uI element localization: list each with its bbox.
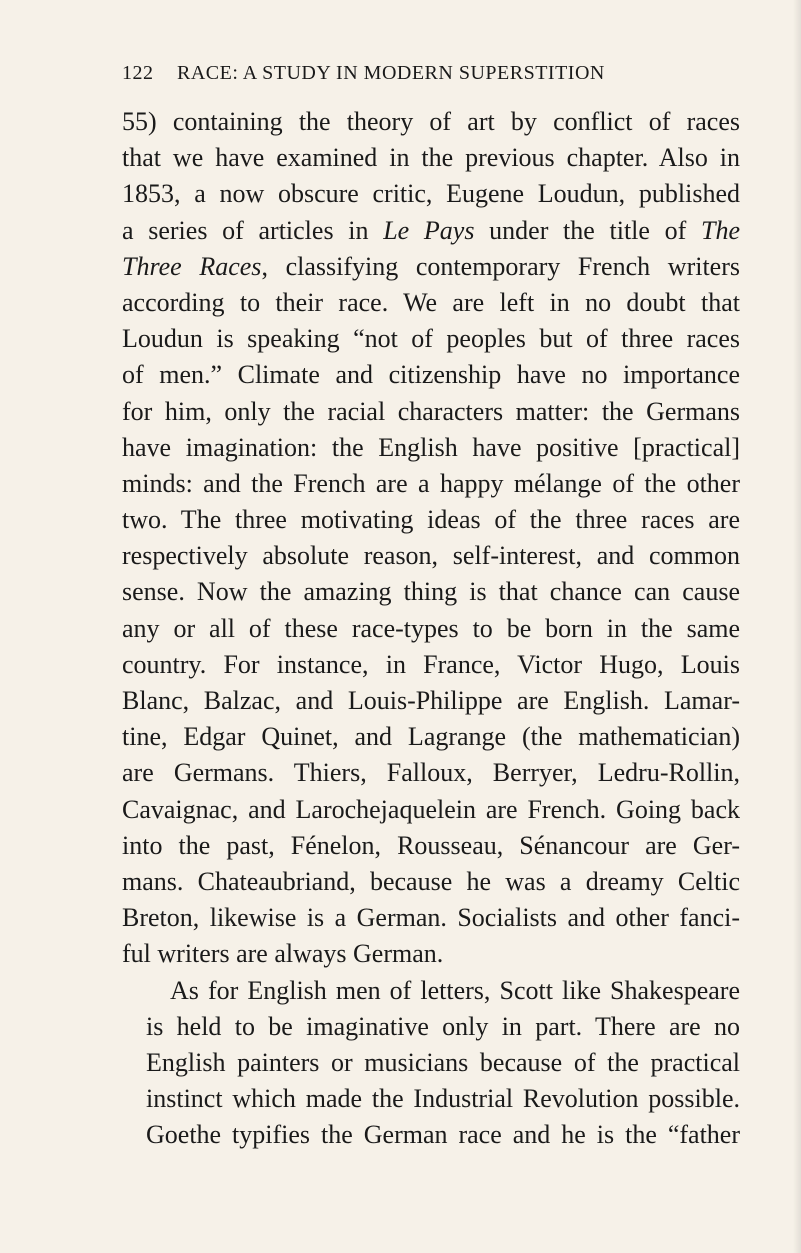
- text-line: As for English men of letters, Scott like Shakespeare: [170, 975, 740, 1005]
- text-line: into the past, Fénelon, Rousseau, Sénancour are Ger-: [122, 830, 740, 860]
- page-number: 122: [122, 62, 154, 84]
- body-text: [122, 104, 740, 1153]
- text-line: that we have examined in the previous chapter. Also in: [122, 143, 740, 173]
- text-line: ful writers are always German.: [122, 939, 444, 969]
- text-line: minds: and the French are a happy mélange of the other: [122, 468, 740, 498]
- page-edge-shadow: [793, 0, 801, 1253]
- text-line: is held to be imaginative only in part. There are no: [146, 1011, 740, 1041]
- text-line: according to their race. We are left in no doubt that: [122, 287, 740, 317]
- text-line: 1853, a now obscure critic, Eugene Loudun, published: [122, 179, 740, 209]
- text-line: any or all of these race-types to be born in the same: [122, 613, 740, 643]
- text-line: a series of articles in Le Pays under the title of The: [122, 215, 740, 245]
- text-line: have imagination: the English have positive [practical]: [122, 432, 740, 462]
- text-line: respectively absolute reason, self-interest, and common: [122, 541, 740, 571]
- text-line: are Germans. Thiers, Falloux, Berryer, Ledru-Rollin,: [122, 758, 740, 788]
- text-line: two. The three motivating ideas of the three races are: [122, 505, 740, 535]
- text-line: 55) containing the theory of art by conflict of races: [122, 107, 740, 136]
- text-line: of men.” Climate and citizenship have no importance: [122, 360, 740, 390]
- text-line: Goethe typifies the German race and he is the “father: [146, 1120, 740, 1150]
- text-line: for him, only the racial characters matter: the Germans: [122, 396, 740, 426]
- text-line: Blanc, Balzac, and Louis-Philippe are English. Lamar-: [122, 686, 740, 715]
- running-head: [122, 62, 692, 85]
- paragraph-1: [122, 104, 740, 973]
- paragraph-2: [122, 973, 740, 1154]
- text-line: tine, Edgar Quinet, and Lagrange (the mathematician): [122, 722, 740, 752]
- text-line: sense. Now the amazing thing is that chance can cause: [122, 577, 740, 607]
- text-line: instinct which made the Industrial Revolution possible.: [146, 1084, 740, 1114]
- running-title: RACE: A STUDY IN MODERN SUPERSTITION: [177, 62, 605, 84]
- text-line: Breton, likewise is a German. Socialists and other fanci-: [122, 903, 740, 933]
- text-line: English painters or musicians because of the practical: [146, 1047, 740, 1077]
- text-line: Loudun is speaking “not of peoples but of three races: [122, 324, 740, 354]
- text-line: Cavaignac, and Larochejaquelein are French. Going back: [122, 794, 740, 824]
- text-line: country. For instance, in France, Victor Hugo, Louis: [122, 649, 740, 679]
- text-line: Three Races, classifying contemporary French writers: [122, 251, 740, 281]
- text-line: mans. Chateaubriand, because he was a dreamy Celtic: [122, 866, 740, 896]
